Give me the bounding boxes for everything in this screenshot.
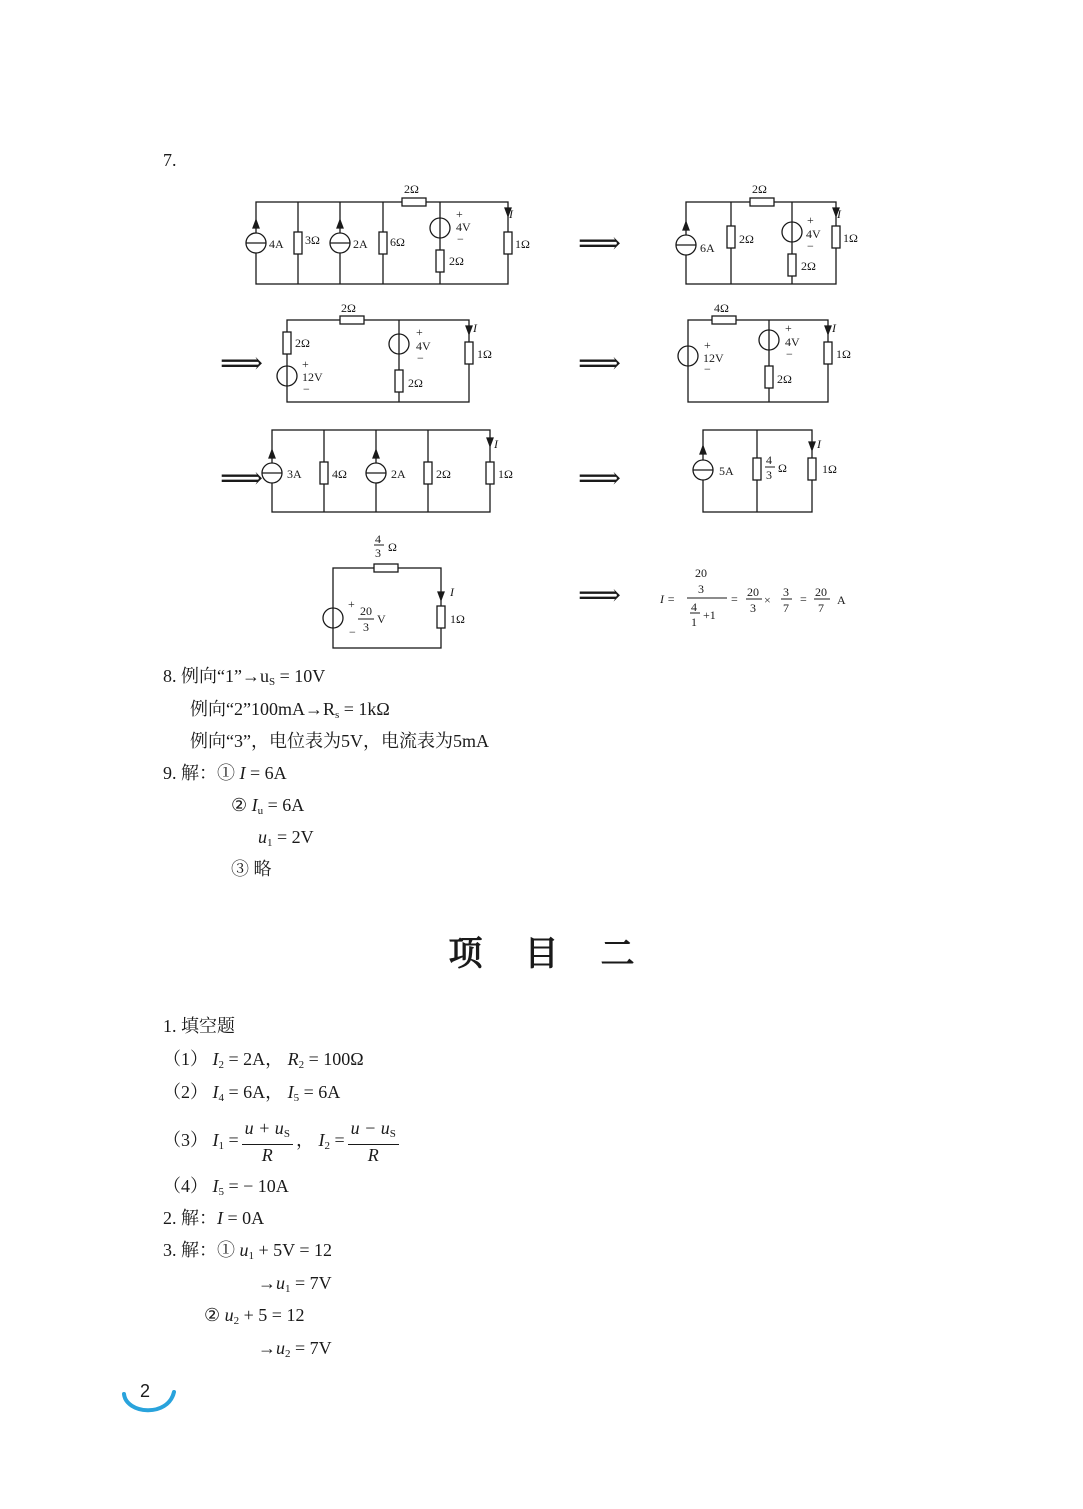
d7-label-v: V [377, 612, 386, 626]
q3-2-sub: 1 [285, 1283, 291, 1295]
p9-l1-rest: = 6A [245, 763, 287, 783]
q1-3-s2: 2 [324, 1140, 330, 1152]
d3-label-2ohm-a: 2Ω [295, 336, 310, 350]
d3-label-1ohm: 1Ω [477, 347, 492, 361]
d4-label-12v: 12V [703, 351, 724, 365]
d2-label-1ohm: 1Ω [843, 231, 858, 245]
d5-label-1ohm: 1Ω [498, 467, 513, 481]
d1-label-i: I [509, 207, 513, 221]
q1-3-d2: R [367, 1145, 379, 1166]
formula-eq2: = [800, 592, 807, 606]
q3-line-1 [163, 1238, 332, 1268]
q1-3-frac-2 [348, 1118, 399, 1165]
d2-label-plus: + [807, 213, 814, 227]
formula-f2-num: 3 [783, 585, 789, 599]
q1-item-1 [163, 1047, 364, 1077]
p8-l1-rest: = 10V [275, 666, 326, 686]
d7-label-plus: + [348, 597, 355, 611]
d2-label-2ohm-b: 2Ω [801, 259, 816, 273]
formula-bignum-den: 3 [698, 582, 704, 596]
d3-label-minus-a: − [303, 382, 310, 396]
problem-9-line-4: ③ 略 [231, 859, 272, 879]
q3-3-var: u [224, 1305, 234, 1325]
q2-var: I [217, 1208, 223, 1228]
formula-bigden-num: 4 [691, 600, 697, 614]
page-number: 2 [140, 1381, 151, 1401]
q2-line [163, 1206, 264, 1230]
d5-label-4ohm: 4Ω [332, 467, 347, 481]
problem-8-line-3: 例向“3”，电位表为5V，电流表为5mA [190, 731, 489, 751]
q1-3-v1: I [212, 1130, 219, 1150]
circuit-diagram-4 [678, 316, 832, 402]
problem-9-line-2 [231, 793, 304, 823]
formula-unit: A [837, 593, 846, 607]
d5-label-2ohm: 2Ω [436, 467, 451, 481]
d3-label-12v: 12V [302, 370, 323, 384]
d1-label-3ohm: 3Ω [305, 233, 320, 247]
section-title: 项目二 [448, 934, 677, 974]
d6-label-1ohm: 1Ω [822, 462, 837, 476]
d1-label-6ohm: 6Ω [390, 235, 405, 249]
q1-2-v2: I [287, 1082, 294, 1102]
p8-l2-text: 例向“2”100mA→R [190, 699, 335, 719]
d1-label-1ohm: 1Ω [515, 237, 530, 251]
formula-lhs: I = [660, 592, 676, 606]
double-arrow-3: ⟹ [578, 347, 622, 380]
q1-1-s2: 2 [298, 1059, 305, 1071]
d2-label-top-r: 2Ω [752, 182, 767, 196]
d5-label-2a: 2A [391, 467, 406, 481]
q1-3-n2: u − u [350, 1118, 390, 1139]
d4-label-i: I [832, 321, 836, 335]
q2-rest: = 0A [223, 1208, 265, 1228]
d3-label-2ohm-b: 2Ω [408, 376, 423, 390]
q1-4-s1: 5 [218, 1186, 224, 1198]
d4-label-2ohm: 2Ω [777, 372, 792, 386]
q1-2-r1: = 6A， [224, 1082, 288, 1102]
q1-3-prefix: （3） [163, 1130, 213, 1150]
q1-1-v1: I [212, 1049, 219, 1069]
d6-label-i: I [817, 437, 821, 451]
circuit-diagram-6 [693, 430, 816, 512]
q3-1-var: u [239, 1240, 249, 1260]
d4-label-1ohm: 1Ω [836, 347, 851, 361]
d3-label-4v: 4V [416, 339, 431, 353]
d5-label-3a: 3A [287, 467, 302, 481]
q3-line-2 [258, 1271, 332, 1301]
d1-label-2ohm: 2Ω [449, 254, 464, 268]
double-arrow-2: ⟹ [220, 347, 264, 380]
d4-label-minus-a: − [704, 362, 711, 376]
d6-label-ohm: Ω [778, 461, 787, 475]
problem-8-line-1 [163, 664, 325, 694]
q3-2-prefix: → [258, 1273, 276, 1293]
d7-label-i: I [450, 585, 454, 599]
p9-l3-sub: 1 [267, 837, 273, 849]
q3-2-rest: = 7V [290, 1273, 332, 1293]
formula-f1-num: 20 [747, 585, 759, 599]
q1-3-n1s: S [283, 1128, 290, 1141]
d3-label-plus-a: + [302, 357, 309, 371]
d4-label-top-r: 4Ω [714, 301, 729, 315]
double-arrow-5: ⟹ [578, 462, 622, 495]
q1-3-d1: R [261, 1145, 273, 1166]
d2-label-minus: − [807, 239, 814, 253]
d3-label-top-r: 2Ω [341, 301, 356, 315]
formula-times: × [764, 593, 771, 607]
q1-3-n2s: S [389, 1128, 396, 1141]
d2-label-6a: 6A [700, 241, 715, 255]
d7-label-minus: − [349, 625, 356, 639]
q1-3-eq2: = [329, 1130, 345, 1150]
q1-1-s1: 2 [218, 1059, 224, 1071]
q1-2-v1: I [212, 1082, 219, 1102]
q1-3-v2: I [318, 1130, 325, 1150]
d7-label-frac-den: 3 [375, 546, 381, 560]
q3-line-4 [258, 1336, 332, 1366]
d4-label-4v: 4V [785, 335, 800, 349]
p9-l3-var: u [258, 827, 267, 847]
d7-label-ohm: Ω [388, 540, 397, 554]
p8-l1-sub: S [268, 676, 276, 688]
q1-3-frac-1 [242, 1118, 293, 1165]
formula-bignum-num: 20 [695, 566, 707, 580]
d3-label-plus-b: + [416, 325, 423, 339]
q1-2-s1: 4 [218, 1092, 224, 1104]
q2-prefix: 2. 解： [163, 1208, 217, 1228]
circuit-diagram-1 [246, 198, 512, 284]
d6-label-frac-den: 3 [766, 468, 772, 482]
d6-label-frac-num: 4 [766, 453, 772, 467]
p9-l2-rest: = 6A [263, 795, 305, 815]
formula-bigden-den: 1 [691, 615, 697, 629]
q1-1-v2: R [287, 1049, 299, 1069]
d3-label-i: I [473, 321, 477, 335]
d7-label-v-den: 3 [363, 620, 369, 634]
q1-3-eq1: = [224, 1130, 239, 1150]
p8-l2-sub: s [334, 709, 340, 721]
p8-l2-rest: = 1kΩ [339, 699, 390, 719]
q3-1-sub: 1 [248, 1250, 254, 1262]
q3-1-prefix: 3. 解：① [163, 1240, 240, 1260]
problem-7-number: 7. [163, 150, 177, 170]
q3-3-rest: + 5 = 12 [239, 1305, 305, 1325]
d2-label-2ohm-a: 2Ω [739, 232, 754, 246]
q3-2-var: u [276, 1273, 285, 1293]
p9-l1-prefix: 9. 解：① [163, 763, 240, 783]
q3-3-sub: 2 [233, 1315, 240, 1327]
p9-l2-prefix: ② [231, 795, 252, 815]
formula-f2-den: 7 [783, 601, 789, 615]
d1-label-2a: 2A [353, 237, 368, 251]
d4-label-plus-b: + [785, 321, 792, 335]
d2-label-i: I [837, 207, 841, 221]
formula-f3-den: 7 [818, 601, 824, 615]
formula-eq1: = [731, 592, 738, 606]
problem-9-line-1 [163, 761, 287, 785]
q1-item-3 [163, 1118, 402, 1168]
circuit-diagrams [0, 0, 1083, 660]
circuit-diagram-7 [323, 545, 445, 648]
q1-item-4 [163, 1174, 289, 1204]
d1-label-plus: + [456, 207, 463, 221]
d2-label-4v: 4V [806, 227, 821, 241]
p9-l2-var: I [251, 795, 258, 815]
q1-title: 1. 填空题 [163, 1016, 235, 1036]
q3-1-rest: + 5V = 12 [254, 1240, 332, 1260]
q3-3-prefix: ② [204, 1305, 225, 1325]
d4-label-plus-a: + [704, 338, 711, 352]
d1-label-4v: 4V [456, 220, 471, 234]
q1-2-prefix: （2） [163, 1082, 213, 1102]
formula-bigden-plus: +1 [703, 608, 716, 622]
d3-label-minus-b: − [417, 351, 424, 365]
q3-4-var: u [276, 1338, 285, 1358]
d6-label-5a: 5A [719, 464, 734, 478]
double-arrow-4: ⟹ [220, 462, 264, 495]
q1-4-v1: I [212, 1176, 219, 1196]
d1-label-minus: − [457, 232, 464, 246]
q1-3-sep: ， [295, 1130, 319, 1150]
q1-1-prefix: （1） [163, 1049, 213, 1069]
p8-l1-text: 8. 例向“1”→u [163, 666, 269, 686]
p9-l1-var: I [239, 763, 246, 783]
d1-label-top-r: 2Ω [404, 182, 419, 196]
q3-4-prefix: → [258, 1338, 276, 1358]
p9-l3-rest: = 2V [272, 827, 314, 847]
p9-l2-sub: u [257, 805, 264, 817]
d7-label-frac-num: 4 [375, 532, 381, 546]
q3-4-sub: 2 [285, 1348, 291, 1360]
double-arrow-6: ⟹ [578, 579, 622, 612]
q1-3-s1: 1 [218, 1140, 224, 1152]
q1-2-s2: 5 [293, 1092, 300, 1104]
q1-2-r2: = 6A [299, 1082, 341, 1102]
double-arrow-1: ⟹ [578, 227, 622, 260]
d7-label-v-num: 20 [360, 604, 372, 618]
q1-4-prefix: （4） [163, 1176, 213, 1196]
problem-9-line-3 [258, 825, 314, 855]
d5-label-i: I [494, 437, 498, 451]
q1-4-r1: = − 10A [224, 1176, 289, 1196]
formula-f3-num: 20 [815, 585, 827, 599]
d1-label-4a: 4A [269, 237, 284, 251]
d4-label-minus-b: − [786, 347, 793, 361]
q1-3-n1: u + u [244, 1118, 284, 1139]
q1-item-2 [163, 1080, 340, 1110]
q1-1-r2: = 100Ω [304, 1049, 364, 1069]
d7-label-1ohm: 1Ω [450, 612, 465, 626]
q3-line-3 [204, 1303, 304, 1333]
q1-1-r1: = 2A， [224, 1049, 288, 1069]
problem-8-line-2 [190, 697, 390, 727]
formula-f1-den: 3 [750, 601, 756, 615]
q3-4-rest: = 7V [290, 1338, 332, 1358]
